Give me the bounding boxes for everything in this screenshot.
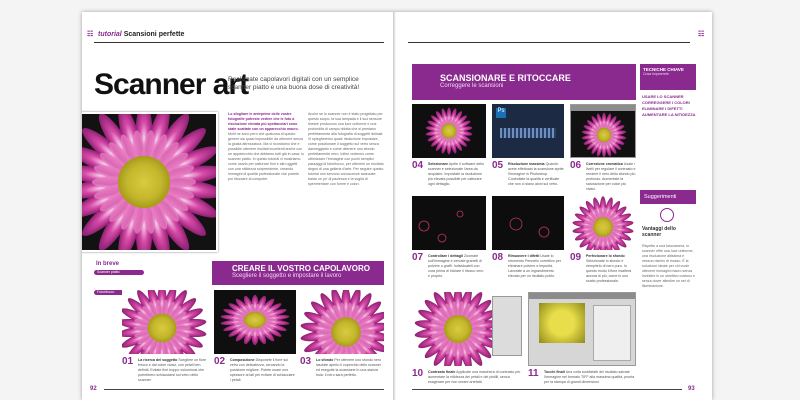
key-techniques-title: TECNICHE CHIAVE: [643, 67, 684, 72]
section-tag: tutorial: [98, 31, 122, 38]
article-intro: Realizzate capolavori digitali con un semplice scanner piatto e una buona dose di creatività!: [228, 76, 360, 91]
step-11-title: Tocchi finali: [544, 370, 565, 374]
body-column-1: [228, 112, 304, 257]
key-techniques-header: [640, 64, 696, 90]
tips-heading: Vantaggi dello scanner: [642, 226, 676, 238]
dust-spots-graphic: [412, 196, 486, 250]
right-banner-subtitle: Correggere le scansioni: [440, 83, 504, 89]
step-03-body: Per ottenere uno sfondo nero lasciate aperto il coperchio dello scanner ed eseguite la scansione in una stanza buia: il nero sarà perfetto.: [316, 358, 382, 377]
step-04-image: [412, 104, 486, 158]
step-08-body: Usate lo strumento Pennello correttivo per eliminare polvere e impurità. Lavorate a un ingrandimento elevato per un risultato pulito.: [508, 254, 561, 278]
key-techniques-subtitle: Cosa imparerete: [643, 72, 669, 76]
step-08-number: 08: [492, 252, 504, 263]
step-09-body: Selezionate lo sfondo e riempitelo di nero puro. In questo modo il fiore risalterà ancora di più, come in uno scatto professionale.: [586, 259, 632, 283]
step-01-title: La ricerca del soggetto: [138, 358, 178, 362]
pill-1-label: Scanner piatto: [97, 270, 120, 274]
pill-1: [94, 270, 144, 275]
step-07-number: 07: [412, 252, 424, 263]
step-02-image: [214, 290, 296, 354]
step-05-title: Risoluzione massima: [508, 162, 545, 166]
adjustment-dialog: [492, 296, 522, 356]
step-09-text: [586, 254, 636, 284]
step-07-image: [412, 196, 486, 250]
step-08-image: [492, 196, 564, 250]
left-folio-rule: [104, 389, 384, 390]
step-10-image: [412, 292, 524, 366]
technique-item: USARE LO SCANNER: [642, 94, 684, 99]
step-06-text: [586, 162, 636, 192]
step-04-text: [428, 162, 486, 192]
section-title: Scansioni perfette: [123, 31, 185, 38]
step-05-number: 05: [492, 160, 504, 171]
step-04-number: 04: [412, 160, 424, 171]
step-07-body: Zoomate sull'immagine e cercate granelli di polvere o graffi. Individuateli con cura prima di iniziare il ritocco vero e proprio.: [428, 254, 484, 278]
step-10-body: Applicate una maschera di contrasto per aumentare la nitidezza dei petali e dei pistilli, senza esagerare per non creare artefatti.: [428, 370, 521, 384]
step-04-title: Selezionare: [428, 162, 448, 166]
article-title: Scanner art: [94, 68, 249, 101]
body-text-1: Molti ne sono però che qualcosa di questo genere sia quasi impossibile da ottenere senza la giusta attrezzatura. Ma vi ricordiamo che è possibile ottenere risultati eccellenti anche con un apparecchio che abbiamo tutti già in casa: lo scanner piatto. In questo tutorial vi mostriamo come usarlo per catturare fiori e altri oggetti con una nitidezza sorprendente, creando immagini di qualità professionale che potrete poi ritoccare al computer.: [228, 132, 304, 181]
step-05-screenshot: [492, 104, 564, 158]
step-04-body: Aprite il software dello scanner e selezionate l'area da acquisire. Impostate la risoluzione più elevata possibile per catturare ogni dettaglio.: [428, 162, 484, 186]
header-rule: [94, 42, 384, 43]
right-header-rule: [408, 42, 690, 43]
step-01-body: Scegliete un fiore fresco e dai colori vivaci, con petali ben definiti. Evitate fiori troppo voluminosi che potrebbero schiacciarsi sul vetro dello scanner.: [138, 358, 207, 382]
step-11-text: [544, 370, 636, 386]
step-02-body: Disponete il fiore sul vetro con delicatezza, cercando la posizione migliore. Potete usare uno spessore ai lati per evitare di schiacciare i petali.: [230, 358, 295, 382]
right-corner-logo-icon: ☷: [698, 31, 705, 38]
step-03-image: [300, 290, 384, 354]
key-techniques-list: [642, 94, 696, 118]
tips-body: Rispetto a una fotocamera, lo scanner offre una luce uniforme, una risoluzione altissima e nessun rischio di mosso. È la soluzione ideale per chi vuole ottenere immagini macro senza investire in un obiettivo costoso e senza dover allestire un set di illuminazione.: [642, 244, 695, 288]
technique-item: CORREGGERE I COLORI: [642, 100, 690, 105]
step-11-screenshot: [528, 292, 636, 366]
retouch-spots-graphic: [492, 196, 564, 250]
tips-title: Suggerimenti: [644, 194, 677, 200]
layers-panel: [593, 305, 631, 361]
hero-flower-graphic: [82, 114, 216, 250]
body-lead: Lo sfogliare le anteprime delle vostre fotografie potreste vedere che le foto a risoluzione elevata più spettacolari sono state scattate con un apparecchio macro.: [228, 112, 299, 131]
step-06-title: Correzione cromatica: [586, 162, 623, 166]
left-banner-subtitle: Scegliere il soggetto e impostare il lavoro: [232, 273, 342, 279]
left-banner-title: CREARE IL VOSTRO CAPOLAVORO: [232, 264, 370, 273]
step-02-title: Composizione: [230, 358, 255, 362]
step-09-image: [570, 196, 636, 250]
hero-flower-image: [82, 112, 218, 252]
corner-logo-icon: ☷: [87, 31, 94, 38]
step-06-flower: [571, 111, 636, 158]
right-page-number: 93: [688, 386, 695, 392]
section-header: [98, 31, 184, 38]
step-06-body: Usate i livelli per regolare il contrasto e rendere il nero dello sfondo più profondo. Aumentate la saturazione per colori più vivaci.: [586, 162, 636, 191]
step-01-number: 01: [122, 356, 134, 367]
left-section-banner: [212, 261, 384, 285]
step-01-image: [122, 290, 210, 354]
step-03-title: Lo sfondo: [316, 358, 334, 362]
magazine-spread: [82, 12, 712, 400]
flower-center-closeup: [539, 303, 585, 343]
step-02-number: 02: [214, 356, 226, 367]
step-09-flower: [570, 196, 636, 250]
step-06-screenshot: [570, 104, 636, 158]
step-02-text: [230, 358, 296, 382]
step-01-text: [138, 358, 210, 382]
in-brief-label: In breve: [96, 261, 120, 267]
right-folio-rule: [412, 389, 682, 390]
step-08-title: Rimuovere i difetti: [508, 254, 540, 258]
editor-titlebar: [529, 293, 636, 299]
step-04-flower: [412, 104, 486, 158]
photoshop-icon: Ps: [496, 108, 506, 118]
step-07-title: Controllare i dettagli: [428, 254, 463, 258]
right-banner-title: SCANSIONARE E RITOCCARE: [440, 73, 571, 83]
step-11-number: 11: [528, 368, 539, 379]
step-06-number: 06: [570, 160, 582, 171]
step-05-body: Quando avete effettuato la scansione aprite l'immagine in Photoshop. Controllate la qualità e verificate che non ci siano aloni sul vetro.: [508, 162, 564, 186]
step-10-text: [428, 370, 524, 386]
step-10-title: Contrasto finale: [428, 370, 456, 374]
left-page-number: 92: [90, 386, 97, 392]
loading-graphic: [500, 128, 556, 138]
step-08-text: [508, 254, 564, 284]
step-03-text: [316, 358, 384, 382]
right-page: [396, 12, 712, 400]
step-10-number: 10: [412, 368, 424, 379]
right-section-banner: [412, 64, 636, 100]
left-page: [82, 12, 394, 400]
step-03-flower: [300, 290, 384, 354]
body-text-2: Anche se lo scanner non è stato progettato per questo scopo, la sua lampada e il suo sensore lineare producono una luce uniforme e una profondità di campo ridotta che si prestano perfettamente alla fotografia di soggetti delicati. Vi spiegheremo quale risoluzione impostare, come posizionare il soggetto sul vetro senza danneggiarlo e come ottenere uno sfondo perfettamente nero. Infine vedremo come ottimizzare l'immagine con pochi semplici passaggi di fotoritocco, per ottenere un risultato degno di una galleria d'arte. Per seguire questo tutorial non servono conoscenze avanzate: basta un po' di pazienza e la voglia di sperimentare con forme e colori.: [308, 112, 384, 186]
step-11-body: Una volta soddisfatti del risultato salvate l'immagine nel formato TIFF alla massima qualità, pronta per la stampa di grandi dimensioni.: [544, 370, 635, 384]
body-column-2: [308, 112, 384, 257]
step-01-flower: [122, 290, 210, 354]
step-09-number: 09: [570, 252, 582, 263]
pill-2-label: Fotoritocco: [97, 290, 115, 294]
step-02-flower: [214, 290, 296, 354]
tips-header: [640, 190, 696, 204]
step-07-text: [428, 254, 486, 284]
tips-icon: [660, 208, 674, 222]
step-05-text: [508, 162, 564, 192]
step-03-number: 03: [300, 356, 312, 367]
technique-item: AUMENTARE LA NITIDEZZA: [642, 112, 696, 117]
technique-item: ELIMINARE I DIFETTI: [642, 106, 683, 111]
step-09-title: Perfezionare lo sfondo: [586, 254, 625, 258]
